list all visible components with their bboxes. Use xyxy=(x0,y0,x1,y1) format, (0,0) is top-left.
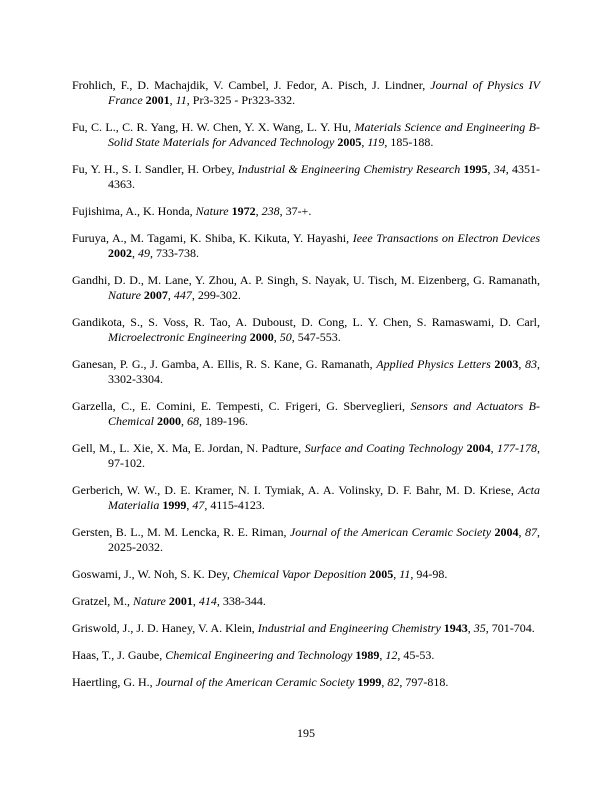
reference-authors: Fu, C. L., C. R. Yang, H. W. Chen, Y. X. Wang, L. Y. Hu, xyxy=(72,120,355,134)
reference-journal: Nature xyxy=(108,288,141,302)
reference-authors: Gell, M., L. Xie, X. Ma, E. Jordan, N. Padture, xyxy=(72,441,305,455)
reference-pages: , 185-188. xyxy=(384,135,434,149)
reference-year: 2000 xyxy=(157,414,181,428)
reference-volume: 447 xyxy=(173,288,192,302)
reference-year: 2004 xyxy=(494,525,519,539)
reference-authors: Haas, T., J. Gaube, xyxy=(72,648,166,662)
reference-authors: Gerberich, W. W., D. E. Kramer, N. I. Tymiak, A. A. Volinsky, D. F. Bahr, M. D. Kriese, xyxy=(72,483,518,497)
reference-year: 2004 xyxy=(466,441,491,455)
reference-year: 2007 xyxy=(143,288,168,302)
reference-volume: 47 xyxy=(192,498,205,512)
reference-journal: Journal of the American Ceramic Society xyxy=(155,675,355,689)
reference-journal: Nature xyxy=(132,594,166,608)
reference-year: 2000 xyxy=(249,330,274,344)
reference-pages: , 2025-2032. xyxy=(108,525,541,554)
reference-volume: 238 xyxy=(261,204,280,218)
reference-volume: 35 xyxy=(473,621,486,635)
reference-journal: Nature xyxy=(195,204,229,218)
reference-volume: 83 xyxy=(525,357,537,371)
reference-pages: , 4351-4363. xyxy=(108,162,541,191)
reference-entry: Fu, C. L., C. R. Yang, H. W. Chen, Y. X. Wang, L. Y. Hu, Materials Science and Engineering B-Solid State Materials for Advanced Technology 2005, 119, 185-188. xyxy=(72,120,540,149)
reference-authors: Griswold, J., J. D. Haney, V. A. Klein, xyxy=(72,621,258,635)
reference-journal: Industrial & Engineering Chemistry Research xyxy=(237,162,461,176)
reference-volume: 177-178 xyxy=(497,441,538,455)
reference-authors: Gandikota, S., S. Voss, R. Tao, A. Duboust, D. Cong, L. Y. Chen, S. Ramaswami, D. Carl, xyxy=(72,315,540,329)
references-list xyxy=(72,78,540,702)
reference-pages: , 97-102. xyxy=(108,441,541,470)
reference-pages: , 94-98. xyxy=(410,567,448,581)
reference-volume: 82 xyxy=(387,675,400,689)
reference-volume: 119 xyxy=(367,135,385,149)
reference-year: 1943 xyxy=(443,621,468,635)
reference-journal: Chemical Vapor Deposition xyxy=(232,567,367,581)
reference-authors: Furuya, A., M. Tagami, K. Shiba, K. Kikuta, Y. Hayashi, xyxy=(72,231,353,245)
reference-journal: Materials Science and Engineering B-Solid State Materials for Advanced Technology xyxy=(108,120,540,149)
reference-journal: Sensors and Actuators B-Chemical xyxy=(108,399,540,428)
reference-pages: , 299-302. xyxy=(191,288,241,302)
reference-authors: Fujishima, A., K. Honda, xyxy=(72,204,196,218)
reference-volume: 49 xyxy=(138,246,150,260)
reference-entry: Fujishima, A., K. Honda, Nature 1972, 238, 37-+. xyxy=(72,204,312,218)
reference-journal: Microelectronic Engineering xyxy=(108,330,247,344)
reference-pages: , 4115-4123. xyxy=(204,498,265,512)
reference-volume: 12 xyxy=(385,648,398,662)
reference-year: 1995 xyxy=(463,162,488,176)
reference-year: 2005 xyxy=(369,567,394,581)
reference-authors: Fu, Y. H., S. I. Sandler, H. Orbey, xyxy=(72,162,238,176)
reference-entry: Griswold, J., J. D. Haney, V. A. Klein, Industrial and Engineering Chemistry 1943, 35, 701-704. xyxy=(72,621,535,635)
reference-volume: 414 xyxy=(198,594,217,608)
reference-entry: Gell, M., L. Xie, X. Ma, E. Jordan, N. Padture, Surface and Coating Technology 2004, 177-178, 97-102. xyxy=(72,441,541,470)
reference-volume: 87 xyxy=(525,525,538,539)
reference-year: 2001 xyxy=(145,93,170,107)
reference-entry: Garzella, C., E. Comini, E. Tempesti, C. Frigeri, G. Sberveglieri, Sensors and Actuators B-Chemical 2000, 68, 189-196. xyxy=(72,399,540,428)
reference-entry: Gersten, B. L., M. M. Lencka, R. E. Riman, Journal of the American Ceramic Society 2004, 87, 2025-2032. xyxy=(72,525,541,554)
reference-journal: Surface and Coating Technology xyxy=(304,441,464,455)
reference-journal: Journal of the American Ceramic Society xyxy=(289,525,492,539)
reference-authors: Garzella, C., E. Comini, E. Tempesti, C. Frigeri, G. Sberveglieri, xyxy=(72,399,411,413)
reference-authors: Ganesan, P. G., J. Gamba, A. Ellis, R. S. Kane, G. Ramanath, xyxy=(72,357,377,371)
reference-volume: 50 xyxy=(279,330,292,344)
reference-journal: Chemical Engineering and Technology xyxy=(165,648,353,662)
reference-year: 2001 xyxy=(168,594,193,608)
reference-entry: Frohlich, F., D. Machajdik, V. Cambel, J. Fedor, A. Pisch, J. Lindner, Journal of Physics IV France 2001, 11, Pr3-325 - Pr323-332. xyxy=(72,78,540,107)
reference-journal: Applied Physics Letters xyxy=(376,357,491,371)
reference-authors: Gersten, B. L., M. M. Lencka, R. E. Riman, xyxy=(72,525,290,539)
reference-pages: , 733-738. xyxy=(150,246,199,260)
reference-pages: , 189-196. xyxy=(199,414,248,428)
reference-pages: , 37-+. xyxy=(279,204,312,218)
reference-authors: Gandhi, D. D., M. Lane, Y. Zhou, A. P. Singh, S. Nayak, U. Tisch, M. Eizenberg, G. Ramanath, xyxy=(72,273,540,287)
reference-year: 2005 xyxy=(337,135,362,149)
reference-pages: , 547-553. xyxy=(291,330,341,344)
reference-entry: Haas, T., J. Gaube, Chemical Engineering and Technology 1989, 12, 45-53. xyxy=(72,648,435,662)
reference-pages: , 701-704. xyxy=(485,621,535,635)
reference-entry: Goswami, J., W. Noh, S. K. Dey, Chemical Vapor Deposition 2005, 11, 94-98. xyxy=(72,567,448,581)
reference-volume: 34 xyxy=(493,162,506,176)
reference-authors: Goswami, J., W. Noh, S. K. Dey, xyxy=(72,567,233,581)
reference-entry: Gratzel, M., Nature 2001, 414, 338-344. xyxy=(72,594,266,608)
reference-authors: Gratzel, M., xyxy=(72,594,133,608)
reference-pages: , 797-818. xyxy=(399,675,449,689)
reference-year: 1999 xyxy=(162,498,187,512)
reference-volume: 11 xyxy=(175,93,187,107)
reference-pages: , 338-344. xyxy=(216,594,266,608)
reference-pages: , Pr3-325 - Pr323-332. xyxy=(186,93,296,107)
reference-volume: 11 xyxy=(399,567,411,581)
page-number: 195 xyxy=(297,726,315,740)
reference-entry: Fu, Y. H., S. I. Sandler, H. Orbey, Industrial & Engineering Chemistry Research 1995, 34, 4351-4363. xyxy=(72,162,541,191)
reference-entry: Ganesan, P. G., J. Gamba, A. Ellis, R. S. Kane, G. Ramanath, Applied Physics Letters 2003, 83, 3302-3304. xyxy=(72,357,540,386)
reference-year: 1989 xyxy=(355,648,380,662)
reference-year: 1972 xyxy=(231,204,256,218)
reference-authors: Haertling, G. H., xyxy=(72,675,156,689)
reference-entry: Gandhi, D. D., M. Lane, Y. Zhou, A. P. Singh, S. Nayak, U. Tisch, M. Eizenberg, G. Ramanath, Nature 2007, 447, 299-302. xyxy=(72,273,540,302)
reference-pages: , 3302-3304. xyxy=(108,357,540,386)
reference-entry: Furuya, A., M. Tagami, K. Shiba, K. Kikuta, Y. Hayashi, Ieee Transactions on Electron Devices 2002, 49, 733-738. xyxy=(72,231,541,260)
reference-journal: Journal of Physics IV France xyxy=(108,78,540,107)
reference-year: 2002 xyxy=(108,246,132,260)
reference-journal: Industrial and Engineering Chemistry xyxy=(257,621,441,635)
reference-year: 2003 xyxy=(494,357,519,371)
reference-journal: Ieee Transactions on Electron Devices xyxy=(352,231,541,245)
reference-authors: Frohlich, F., D. Machajdik, V. Cambel, J. Fedor, A. Pisch, J. Lindner, xyxy=(72,78,431,92)
reference-pages: , 45-53. xyxy=(397,648,435,662)
reference-entry: Gerberich, W. W., D. E. Kramer, N. I. Tymiak, A. A. Volinsky, D. F. Bahr, M. D. Kriese, Acta Materialia 1999, 47, 4115-4123. xyxy=(72,483,540,512)
reference-entry: Gandikota, S., S. Voss, R. Tao, A. Duboust, D. Cong, L. Y. Chen, S. Ramaswami, D. Carl, Microelectronic Engineering 2000, 50, 547-553. xyxy=(72,315,540,344)
reference-entry: Haertling, G. H., Journal of the American Ceramic Society 1999, 82, 797-818. xyxy=(72,675,449,689)
reference-year: 1999 xyxy=(357,675,382,689)
reference-volume: 68 xyxy=(187,414,199,428)
reference-journal: Acta Materialia xyxy=(108,483,540,512)
